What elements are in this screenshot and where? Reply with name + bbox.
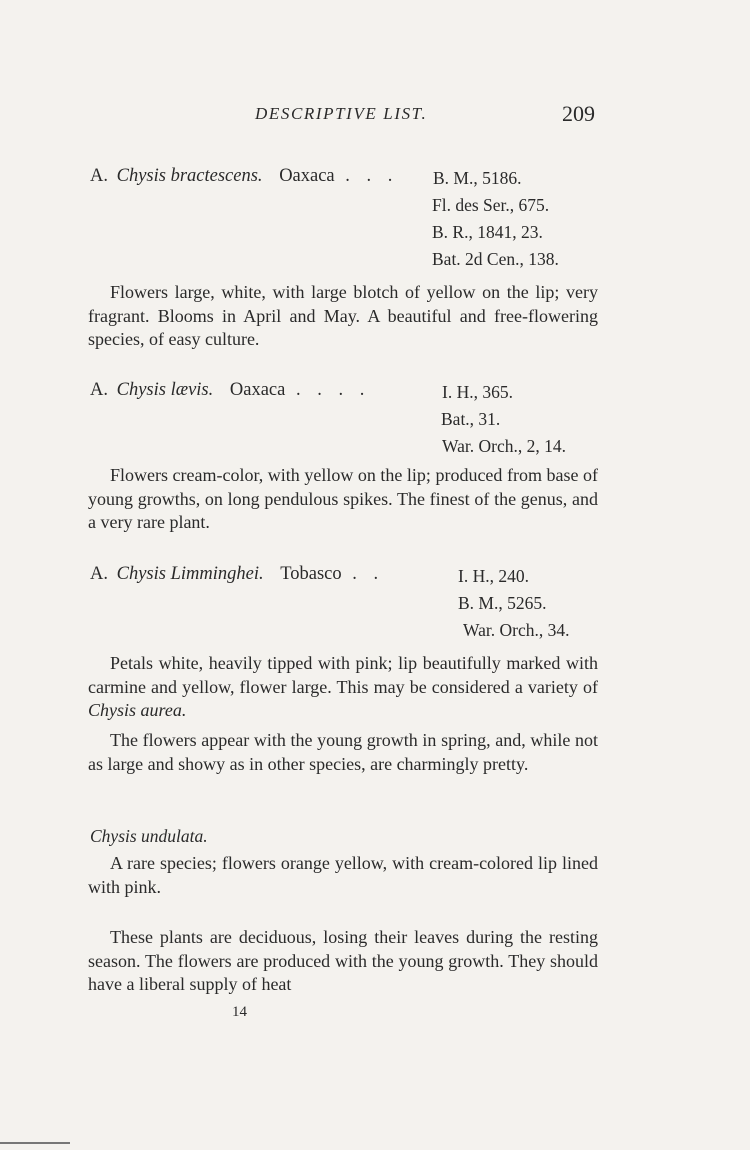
species-name: Chysis Limminghei. <box>116 564 264 584</box>
reference: Bat. 2d Cen., 138. <box>432 249 559 269</box>
reference: Fl. des Ser., 675. <box>432 195 550 215</box>
description-paragraph <box>88 652 598 723</box>
reference: I. H., 240. <box>458 566 529 586</box>
reference: I. H., 365. <box>442 382 513 402</box>
paragraph-italic-name: Chysis aurea. <box>88 700 187 720</box>
reference: B. M., 5186. <box>433 168 522 188</box>
page-number: 209 <box>562 101 595 126</box>
species-name: Chysis bractescens. <box>116 166 263 186</box>
paragraph-text: Petals white, heavily tipped with pink; lip beautifully marked with carmine and yellow, flower large. This may be considered a variety of <box>88 653 598 697</box>
closing-paragraph: These plants are deciduous, losing their leaves during the resting season. The flowers are produced with the young growth. They should have a liberal supply of heat <box>88 927 598 994</box>
description-paragraph: A rare species; flowers orange yellow, with cream-colored lip lined with pink. <box>88 853 598 897</box>
species-name: Chysis lævis. <box>116 380 214 400</box>
description-paragraph: The flowers appear with the young growth in spring, and, while not as large and showy as in other species, are charmingly pretty. <box>88 730 598 774</box>
entry-letter: A. <box>90 564 108 584</box>
entry-letter: A. <box>90 166 108 186</box>
scan-edge-line <box>0 1142 70 1144</box>
leader-dots: . . . . <box>295 380 371 400</box>
entry-head-limminghei <box>90 564 384 588</box>
leader-dots: . . . <box>345 166 399 186</box>
signature-mark: 14 <box>232 1004 247 1020</box>
entry-head-bractescens <box>90 166 398 190</box>
locality: Tobasco <box>280 564 342 584</box>
reference: War. Orch., 2, 14. <box>442 436 566 456</box>
reference: Bat., 31. <box>441 409 501 429</box>
locality: Oaxaca <box>279 166 335 186</box>
reference: B. M., 5265. <box>458 593 547 613</box>
species-subhead: Chysis undulata. <box>90 826 208 846</box>
reference: War. Orch., 34. <box>463 620 570 640</box>
running-title: DESCRIPTIVE LIST. <box>255 104 428 123</box>
entry-letter: A. <box>90 380 108 400</box>
reference: B. R., 1841, 23. <box>432 222 543 242</box>
leader-dots: . . <box>352 564 385 584</box>
entry-head-laevis <box>90 380 370 404</box>
description-paragraph: Flowers cream-color, with yellow on the lip; produced from base of young growths, on long pendulous spikes. The finest of the genus, and a very rare plant. <box>88 465 598 532</box>
description-paragraph: Flowers large, white, with large blotch of yellow on the lip; very fragrant. Blooms in April and May. A beautiful and free-flowering species, of easy culture. <box>88 282 598 349</box>
locality: Oaxaca <box>229 380 286 400</box>
page-header <box>0 101 750 134</box>
